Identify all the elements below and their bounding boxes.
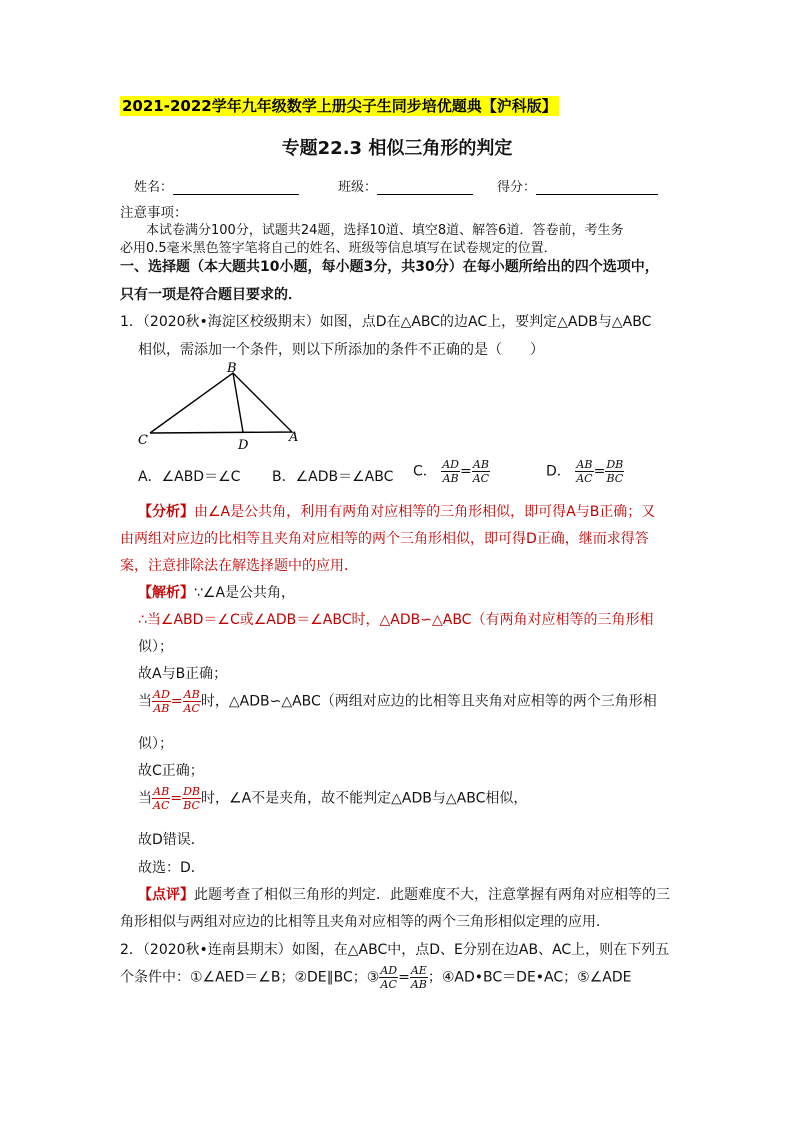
- q2-stem-line1: 2．（2020秋•连南县期末）如图，在△ABC中，点D、E分别在边AB、AC上，则在下列五: [120, 942, 670, 958]
- name-label: 姓名：: [134, 180, 174, 195]
- class-blank[interactable]: [377, 180, 473, 195]
- q1-analysis-line1: 【分析】由∠A是公共角，利用有两角对应相等的三角形相似，即可得A与B正确；又: [138, 504, 656, 520]
- fraction-ad-ac: $\frac{AD}{AC}$: [380, 964, 398, 991]
- score-blank[interactable]: [536, 180, 658, 195]
- triangle-abc: [150, 373, 292, 433]
- page-title: 专题22.3 相似三角形的判定: [281, 138, 513, 159]
- q1-option-c[interactable]: C． $\frac{AD}{AB}$ = $\frac{AB}{AC}$: [413, 458, 490, 485]
- fraction-ab-ac: $\frac{AB}{AC}$: [183, 688, 200, 715]
- label-d: D: [238, 438, 249, 453]
- score-label: 得分：: [497, 180, 537, 195]
- q1-solution-line3: 似）；: [138, 639, 173, 655]
- section-heading-line2: 只有一项是符合题目要求的．: [120, 287, 302, 303]
- label-a: A: [289, 430, 299, 445]
- solution-tag: 【解析】: [138, 585, 194, 601]
- section-heading-line1: 一、选择题（本大题共10小题，每小题3分，共30分）在每小题所给出的四个选项中，: [120, 259, 659, 275]
- q1-analysis-line2: 由两组对应边的比相等且夹角对应相等的两个三角形相似，即可得D正确，继而求得答: [120, 531, 649, 547]
- q1-solution-line7: 故C正确；: [138, 763, 204, 779]
- q1-stem-line2: 相似，需添加一个条件，则以下所添加的条件不正确的是（ ）: [138, 342, 544, 358]
- class-label: 班级：: [338, 180, 378, 195]
- q1-triangle-figure: [130, 360, 310, 455]
- fraction-db-bc: $\frac{DB}{BC}$: [183, 785, 201, 812]
- q1-option-c-label: C．: [413, 463, 437, 480]
- q1-comment-line2: 角形相似与两组对应边的比相等且夹角对应相等的两个三角形相似定理的应用．: [120, 914, 610, 930]
- q1-solution-line9: 故D错误．: [138, 832, 205, 848]
- q1-solution-line2: ∴当∠ABD＝∠C或∠ADB＝∠ABC时，△ADB∽△ABC（有两角对应相等的三角形相: [138, 612, 654, 628]
- q1-solution-line6: 似）；: [138, 736, 173, 752]
- label-b: B: [227, 361, 237, 376]
- notice-line1: 本试卷满分100分，试题共24题，选择10道、填空8道、解答6道．答卷前，考生务: [146, 223, 624, 238]
- series-banner: 2021-2022学年九年级数学上册尖子生同步培优题典【沪科版】: [122, 97, 557, 115]
- fraction-ad-ab: $\frac{AD}{AB}$: [153, 688, 170, 715]
- q1-solution-line8: 当 $\frac{AB}{AC}$ = $\frac{DB}{BC}$ 时，∠A不是夹角，故不能判定△ADB与△ABC相似，: [138, 785, 528, 812]
- q2-stem-line2: 个条件中：①∠AED＝∠B；②DE∥BC；③ $\frac{AD}{AC}$ = $\frac{AE}{AB}$ ；④AD•BC＝DE•AC；⑤∠ADE: [120, 964, 632, 991]
- q1-stem-line1: 1．（2020秋•海淀区校级期末）如图，点D在△ABC的边AC上，要判定△ADB与△ABC: [120, 314, 652, 330]
- score-field[interactable]: [497, 176, 658, 195]
- q1-option-b[interactable]: B．∠ADB＝∠ABC: [272, 469, 394, 485]
- q1-solution-line1: 【解析】∵∠A是公共角，: [138, 585, 296, 601]
- q1-option-a[interactable]: A．∠ABD＝∠C: [138, 469, 241, 485]
- q1-solution-line10: 故选：D．: [138, 860, 205, 876]
- q1-analysis-line3: 案，注意排除法在解选择题中的应用．: [120, 558, 358, 574]
- notice-heading: 注意事项：: [120, 205, 188, 221]
- fraction-ab-ac: $\frac{AB}{AC}$: [576, 458, 593, 485]
- notice-line2: 必用0.5毫米黑色签字笔将自己的姓名、班级等信息填写在试卷规定的位置．: [120, 241, 557, 256]
- label-c: C: [138, 433, 148, 448]
- q1-comment-line1: 【点评】此题考查了相似三角形的判定．此题难度不大，注意掌握有两角对应相等的三: [138, 887, 670, 903]
- q1-option-d[interactable]: D． $\frac{AB}{AC}$ = $\frac{DB}{BC}$: [546, 458, 624, 485]
- class-field[interactable]: [338, 176, 473, 195]
- q1-solution-line5: 当 $\frac{AD}{AB}$ = $\frac{AB}{AC}$ 时，△ADB∽△ABC（两组对应边的比相等且夹角对应相等的两个三角形相: [138, 688, 657, 715]
- fraction-ae-ab: $\frac{AE}{AB}$: [410, 964, 427, 991]
- name-blank[interactable]: [173, 180, 299, 195]
- name-field[interactable]: [134, 176, 299, 195]
- analysis-tag: 【分析】: [138, 504, 194, 520]
- q1-option-d-label: D．: [546, 463, 571, 480]
- comment-tag: 【点评】: [138, 887, 194, 903]
- fraction-db-bc: $\frac{DB}{BC}$: [606, 458, 624, 485]
- fraction-ab-ac: $\frac{AB}{AC}$: [153, 785, 170, 812]
- fraction-ab-ac: $\frac{AB}{AC}$: [472, 458, 490, 485]
- q1-solution-line4: 故A与B正确；: [138, 666, 228, 682]
- fraction-ad-ab: $\frac{AD}{AB}$: [442, 458, 459, 485]
